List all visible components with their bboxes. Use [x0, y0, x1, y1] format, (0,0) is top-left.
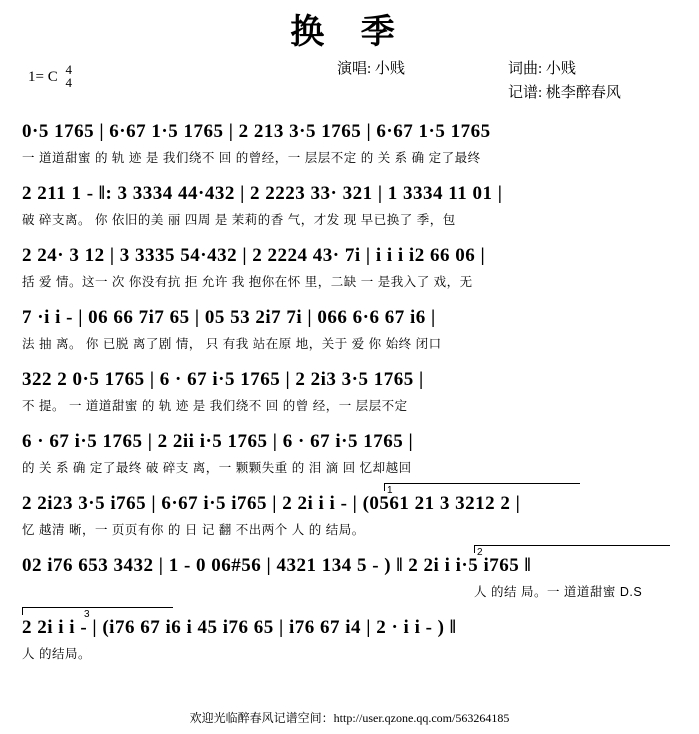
- lyrics-line: 破 碎支离。 你 依旧的美 丽 四周 是 茉莉的香 气，才发 现 早已换了 季，包: [22, 213, 456, 228]
- music-system: [22, 485, 677, 551]
- notation-line: 2 2i i i - | (i76 67 i6 i 45 i76 65 | i76 67 i4 | 2 · i i - ) ‖: [22, 617, 457, 639]
- notator-credit: 记谱: 桃李醉春风: [508, 85, 621, 102]
- key-signature: [28, 62, 72, 90]
- sheet-music-page: [0, 14, 699, 734]
- lyrics-line: 的 关 系 确 定了最终 破 碎支 离，一 颗颗失重 的 泪 滴 回 忆却越回: [22, 461, 412, 476]
- notation-line: 2 2i23 3·5 i765 | 6·67 i·5 i765 | 2 2i i i - | (0561 21 3 3212 2 |: [22, 493, 521, 515]
- notation-line: 322 2 0·5 1765 | 6 · 67 i·5 1765 | 2 2i3 3·5 1765 |: [22, 369, 424, 391]
- notation-line: 2 211 1 - ‖: 3 3334 44·432 | 2 2223 33· 321 | 1 3334 11 01 |: [22, 183, 503, 205]
- music-system: [22, 303, 677, 365]
- lyrics-line: 人 的结 局。一 道道甜蜜 D.S: [474, 585, 643, 600]
- key-signature-text: 1= C: [28, 69, 58, 86]
- notation-line: 0·5 1765 | 6·67 1·5 1765 | 2 213 3·5 1765 | 6·67 1·5 1765: [22, 121, 491, 143]
- composer-credit: 词曲: 小贱: [508, 61, 576, 78]
- lyrics-line: 法 抽 离。 你 已脱 离了剧 情， 只 有我 站在原 地，关于 爱 你 始终 闭口: [22, 337, 442, 352]
- lyrics-line: 一 道道甜蜜 的 轨 迹 是 我们绕不 回 的曾经，一 层层不定 的 关 系 确 定了最终: [22, 151, 481, 166]
- volta-bracket-3: [22, 607, 173, 615]
- lyrics-line: 人 的结局。: [22, 647, 91, 662]
- music-system: [22, 609, 677, 675]
- page-title: 换 季: [290, 14, 409, 51]
- time-signature: [65, 64, 72, 89]
- credits-block: [0, 51, 699, 117]
- music-system: [22, 241, 677, 303]
- time-signature-denominator: 4: [65, 74, 72, 90]
- volta-label-2: 2: [477, 547, 483, 559]
- notation-line: 6 · 67 i·5 1765 | 2 2ii i·5 1765 | 6 · 67 i·5 1765 |: [22, 431, 414, 453]
- footer-note: 欢迎光临醉春风记谱空间：http://user.qzone.qq.com/563264185: [189, 711, 510, 725]
- music-system: [22, 365, 677, 427]
- volta-label-3: 3: [84, 609, 90, 621]
- lyrics-line: 不 提。 一 道道甜蜜 的 轨 迹 是 我们绕不 回 的曾 经，一 层层不定: [22, 399, 408, 414]
- notation-line: 02 i76 653 3432 | 1 - 0 06#56 | 4321 134 5 - ) ‖ 2 2i i i·5 i765 ‖: [22, 555, 532, 577]
- notation-line: 2 24· 3 12 | 3 3335 54·432 | 2 2224 43· 7i | i i i i2 66 06 |: [22, 245, 486, 267]
- music-system: [22, 427, 677, 489]
- singer-credit: 演唱: 小贱: [337, 61, 405, 78]
- music-system: [22, 179, 677, 241]
- lyrics-line: 括 爱 情。这一 次 你没有抗 拒 允许 我 抱你在怀 里，二缺 一 是我入了 戏，无: [22, 275, 473, 290]
- volta-bracket-2: [474, 545, 670, 553]
- lyrics-line: 忆 越清 晰，一 页页有你 的 日 记 翻 不出两个 人 的 结局。: [22, 523, 365, 538]
- notation-line: 7 ·i i - | 06 66 7i7 65 | 05 53 2i7 7i | 066 6·6 67 i6 |: [22, 307, 436, 329]
- volta-bracket-1: [384, 483, 580, 491]
- music-system: [22, 117, 677, 179]
- time-signature-numerator: 4: [65, 62, 72, 78]
- music-system: [22, 547, 677, 613]
- volta-label-1: 1: [387, 485, 393, 497]
